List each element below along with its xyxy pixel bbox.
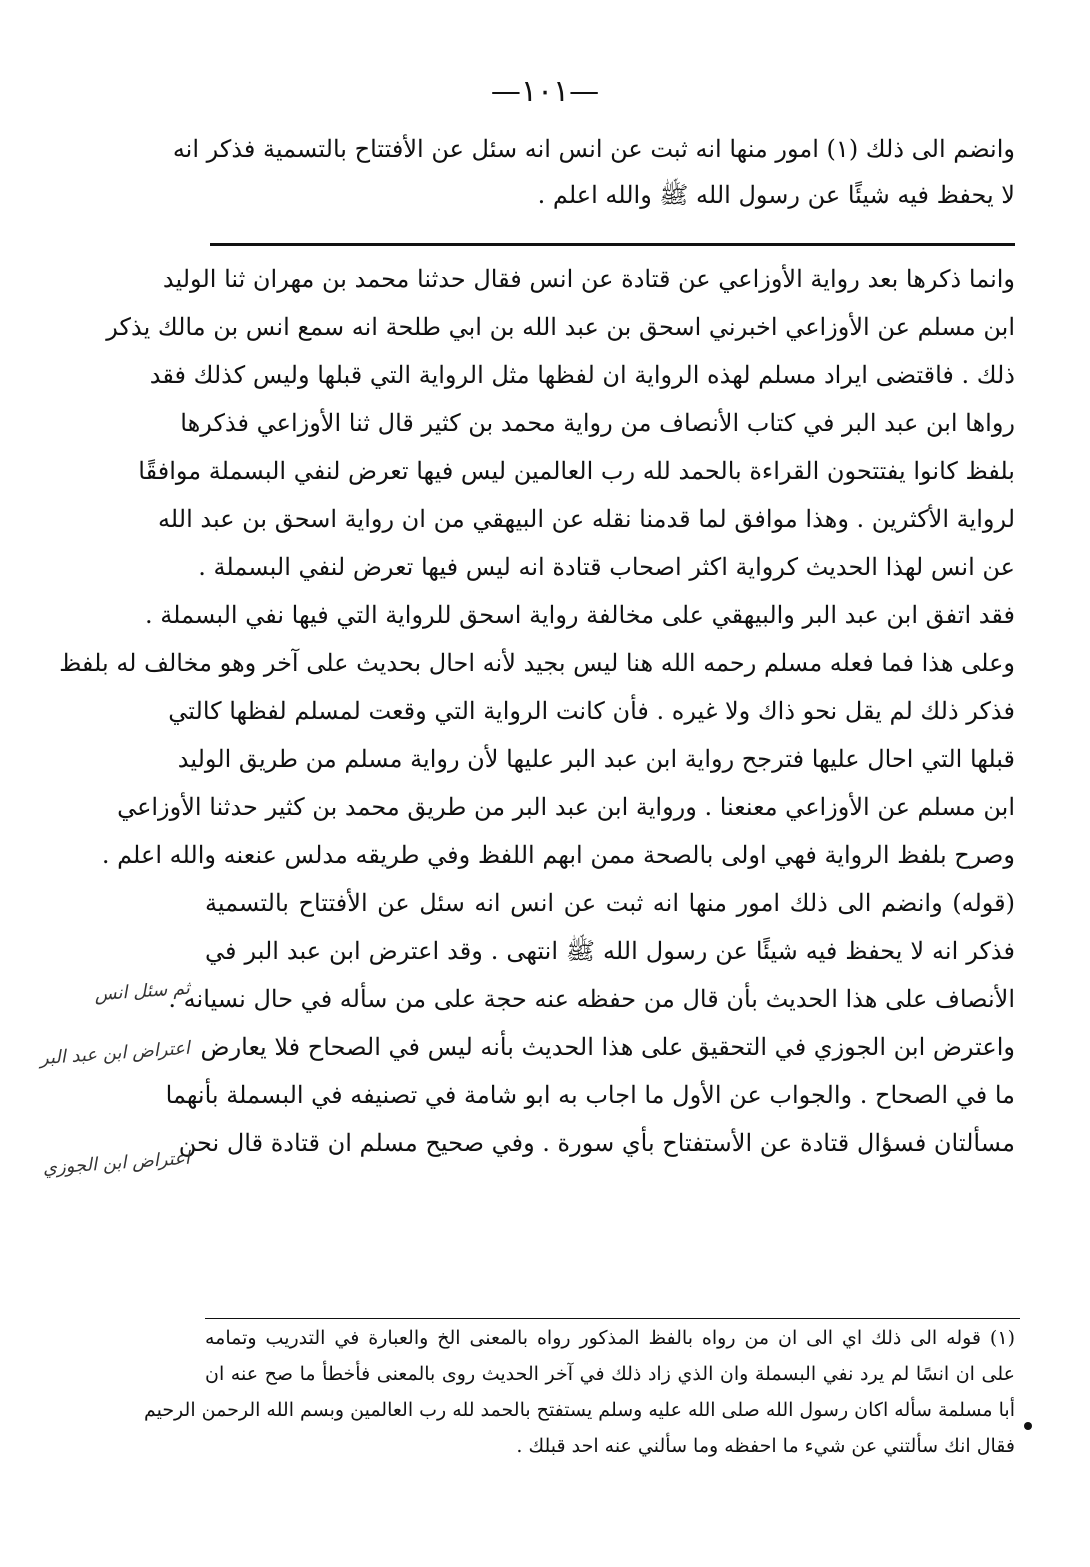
- main-line: بلفظ كانوا يفتتحون القراءة بالحمد لله رب العالمين ليس فيها تعرض لنفي البسملة موافقًا: [138, 457, 1015, 485]
- header-line: لا يحفظ فيه شيئًا عن رسول الله ﷺ والله اعلم .: [537, 181, 1015, 209]
- main-line: فذكر ذلك لم يقل نحو ذاك ولا غيره . فأن كانت الرواية التي وقعت لمسلم لفظها كالتي: [168, 697, 1015, 725]
- main-line: لرواية الأكثرين . وهذا موافق لما قدمنا نقله عن البيهقي من ان رواية اسحق بن عبد الله: [157, 505, 1015, 533]
- main-line: عن انس لهذا الحديث كرواية اكثر اصحاب قتادة انه ليس فيها تعرض لنفي البسملة .: [198, 553, 1015, 581]
- main-line: ما في الصحاح . والجواب عن الأول ما اجاب به ابو شامة في تصنيفه في البسملة بأنهما: [165, 1081, 1015, 1109]
- footnote-block: [143, 1320, 1015, 1464]
- main-line: ذلك . فاقتضى ايراد مسلم لهذه الرواية ان لفظها مثل الرواية التي قبلها وليس كذلك فقد: [149, 361, 1015, 389]
- main-line: فقد اتفق ابن عبد البر والبيهقي على مخالفة رواية اسحق للرواية التي فيها نفي البسملة .: [145, 601, 1015, 629]
- main-line: واعترض ابن الجوزي في التحقيق على هذا الحديث بأنه ليس في الصحاح فلا يعارض: [200, 1033, 1015, 1061]
- main-line: فذكر انه لا يحفظ فيه شيئًا عن رسول الله ﷺ انتهى . وقد اعترض ابن عبد البر في: [205, 937, 1015, 965]
- footnote-line: (١) قوله الى ذلك اي الى ان من رواه بالفظ المذكور رواه بالمعنى الخ والعبارة في التدريب وتمامه: [205, 1327, 1015, 1349]
- header-text-block: [172, 126, 1015, 218]
- margin-note: اعتراض ابن عبد البر: [39, 1037, 191, 1070]
- header-divider: [210, 243, 1015, 246]
- main-line: ابن مسلم عن الأوزاعي اخبرني اسحق بن عبد الله بن ابي طلحة انه سمع انس بن مالك يذكر: [106, 313, 1015, 341]
- main-line: (قوله) وانضم الى ذلك امور منها انه ثبت عن انس انه سئل عن الأفتتاح بالتسمية: [205, 889, 1015, 917]
- main-line: قبلها التي احال عليها فترجح رواية ابن عبد البر عليها لأن رواية مسلم من طريق الوليد: [177, 745, 1015, 773]
- footnote-divider: [205, 1318, 1020, 1319]
- footnote-line: فقال انك سألتني عن شيء ما احفظه وما سألني عنه احد قبلك .: [516, 1435, 1015, 1457]
- margin-note: اعتراض ابن الجوزي: [42, 1147, 191, 1179]
- bullet-mark: [1024, 1422, 1032, 1430]
- footnote-line: على ان انسًا لم يرد نفي البسملة وان الذي زاد ذلك في آخر الحديث روى بالمعنى فأخطأ ما صح عنه ان: [205, 1363, 1015, 1385]
- main-line: وصرح بلفظ الرواية فهي اولى بالصحة ممن ابهم اللفظ وفي طريقه مدلس عنعنه والله اعلم .: [101, 841, 1015, 869]
- main-line: ابن مسلم عن الأوزاعي معنعنا . ورواية ابن عبد البر من طريق محمد بن كثير حدثنا الأوزاعي: [117, 793, 1015, 821]
- margin-note: ثم سئل انس: [93, 977, 191, 1006]
- main-line: الأنصاف على هذا الحديث بأن قال من حفظه عنه حجة على من سأله في حال نسيانه .: [168, 985, 1015, 1013]
- page-number: —١٠١—: [490, 74, 600, 109]
- header-line: وانضم الى ذلك (١) امور منها انه ثبت عن انس انه سئل عن الأفتتاح بالتسمية فذكر انه: [172, 135, 1015, 163]
- footnote-line: أبا مسلمة سأله اكان رسول الله صلى الله عليه وسلم يستفتح بالحمد لله رب العالمين وبسم الله الرحمن الرحيم: [143, 1399, 1015, 1421]
- main-line: وعلى هذا فما فعله مسلم رحمه الله هنا ليس بجيد لأنه احال بحديث على آخر وهو مخالف له بلفظ: [59, 649, 1015, 677]
- main-line: وانما ذكرها بعد رواية الأوزاعي عن قتادة عن انس فقال حدثنا محمد بن مهران ثنا الوليد: [162, 265, 1015, 293]
- main-line: رواها ابن عبد البر في كتاب الأنصاف من رواية محمد بن كثير قال ثنا الأوزاعي فذكرها: [180, 409, 1015, 437]
- main-line: مسألتان فسؤال قتادة عن الأستفتاح بأي سورة . وفي صحيح مسلم ان قتادة قال نحن: [178, 1129, 1015, 1157]
